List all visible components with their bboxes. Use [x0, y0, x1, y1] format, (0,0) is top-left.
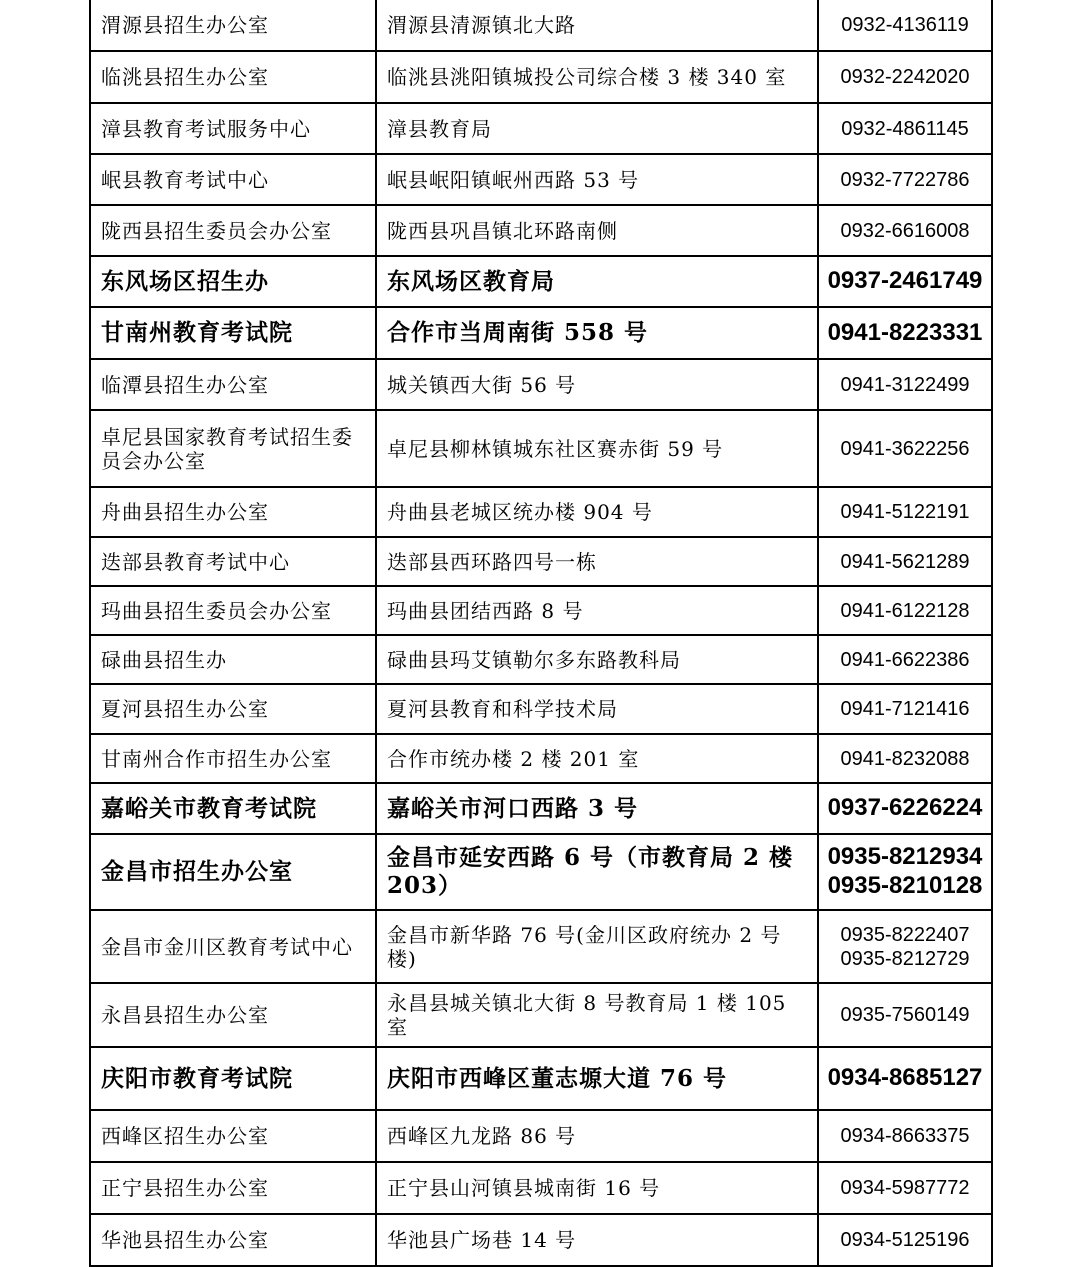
phone-cell — [818, 205, 992, 256]
office-name-cell: 永昌县招生办公室 — [90, 983, 376, 1047]
phone-cell — [818, 487, 992, 537]
address-cell: 合作市当周南街 558 号 — [376, 307, 818, 359]
address-cell: 陇西县巩昌镇北环路南侧 — [376, 205, 818, 256]
phone-cell — [818, 0, 992, 51]
address-cell: 庆阳市西峰区董志塬大道 76 号 — [376, 1047, 818, 1110]
phone-number: 0935-8212729 — [840, 947, 970, 970]
address-cell: 舟曲县老城区统办楼 904 号 — [376, 487, 818, 537]
phone-number: 0934-5987772 — [840, 1177, 970, 1199]
office-name-cell: 华池县招生办公室 — [90, 1214, 376, 1266]
phone-number: 0932-7722786 — [840, 168, 970, 191]
table-row — [90, 834, 992, 910]
table-row — [90, 983, 992, 1047]
office-name-cell: 甘南州教育考试院 — [90, 307, 376, 359]
phone-number: 0937-2461749 — [827, 267, 983, 295]
office-name-cell: 碌曲县招生办 — [90, 635, 376, 684]
address-cell: 永昌县城关镇北大街 8 号教育局 1 楼 105 室 — [376, 983, 818, 1047]
office-name-cell: 陇西县招生委员会办公室 — [90, 205, 376, 256]
table-row — [90, 635, 992, 684]
address-cell: 碌曲县玛艾镇勒尔多东路教科局 — [376, 635, 818, 684]
phone-cell — [818, 1047, 992, 1110]
table-row — [90, 1214, 992, 1266]
office-name-cell: 庆阳市教育考试院 — [90, 1047, 376, 1110]
office-name-cell: 金昌市招生办公室 — [90, 834, 376, 910]
phone-number: 0935-8222407 — [840, 923, 970, 946]
office-name-cell: 岷县教育考试中心 — [90, 154, 376, 205]
phone-number: 0941-8223331 — [827, 318, 983, 346]
table-row — [90, 51, 992, 103]
address-cell: 西峰区九龙路 86 号 — [376, 1110, 818, 1162]
address-cell: 漳县教育局 — [376, 103, 818, 154]
phone-number: 0941-3622256 — [840, 437, 970, 460]
address-cell: 夏河县教育和科学技术局 — [376, 684, 818, 734]
table-row — [90, 1047, 992, 1110]
phone-number: 0935-8210128 — [827, 872, 983, 899]
table-row — [90, 256, 992, 307]
phone-number: 0935-7560149 — [840, 1004, 970, 1026]
address-cell: 卓尼县柳林镇城东社区赛赤街 59 号 — [376, 410, 818, 487]
phone-number: 0932-6616008 — [840, 219, 970, 242]
contact-table-body — [90, 0, 992, 1266]
phone-cell — [818, 734, 992, 783]
phone-number: 0932-4861145 — [841, 117, 969, 140]
phone-cell — [818, 1110, 992, 1162]
phone-cell — [818, 684, 992, 734]
address-cell: 东风场区教育局 — [376, 256, 818, 307]
phone-number: 0941-6622386 — [840, 648, 970, 671]
office-name-cell: 西峰区招生办公室 — [90, 1110, 376, 1162]
table-row — [90, 307, 992, 359]
address-cell: 城关镇西大街 56 号 — [376, 359, 818, 410]
office-name-cell: 正宁县招生办公室 — [90, 1162, 376, 1214]
phone-number: 0941-5122191 — [840, 501, 970, 523]
address-cell: 迭部县西环路四号一栋 — [376, 537, 818, 586]
phone-number: 0941-7121416 — [840, 698, 970, 720]
phone-number: 0934-5125196 — [840, 1229, 970, 1251]
phone-number: 0941-8232088 — [840, 747, 970, 770]
phone-cell — [818, 586, 992, 635]
address-cell: 合作市统办楼 2 楼 201 室 — [376, 734, 818, 783]
phone-cell — [818, 635, 992, 684]
office-name-cell: 金昌市金川区教育考试中心 — [90, 910, 376, 983]
address-cell: 渭源县清源镇北大路 — [376, 0, 818, 51]
office-name-cell: 嘉峪关市教育考试院 — [90, 783, 376, 834]
phone-number: 0941-3122499 — [840, 373, 970, 396]
phone-cell — [818, 783, 992, 834]
table-row — [90, 359, 992, 410]
table-row — [90, 783, 992, 834]
office-name-cell: 迭部县教育考试中心 — [90, 537, 376, 586]
office-name-cell: 东风场区招生办 — [90, 256, 376, 307]
address-cell: 华池县广场巷 14 号 — [376, 1214, 818, 1266]
table-row — [90, 103, 992, 154]
phone-number: 0934-8685127 — [827, 1064, 983, 1092]
address-cell: 金昌市延安西路 6 号（市教育局 2 楼 203） — [376, 834, 818, 910]
table-row — [90, 1110, 992, 1162]
phone-cell — [818, 910, 992, 983]
table-row — [90, 410, 992, 487]
phone-cell — [818, 103, 992, 154]
phone-cell — [818, 307, 992, 359]
address-cell: 玛曲县团结西路 8 号 — [376, 586, 818, 635]
phone-cell — [818, 154, 992, 205]
office-name-cell: 玛曲县招生委员会办公室 — [90, 586, 376, 635]
office-name-cell: 临洮县招生办公室 — [90, 51, 376, 103]
office-name-cell: 临潭县招生办公室 — [90, 359, 376, 410]
phone-cell — [818, 983, 992, 1047]
address-cell: 临洮县洮阳镇城投公司综合楼 3 楼 340 室 — [376, 51, 818, 103]
address-cell: 嘉峪关市河口西路 3 号 — [376, 783, 818, 834]
phone-cell — [818, 256, 992, 307]
office-name-cell: 渭源县招生办公室 — [90, 0, 376, 51]
address-cell: 岷县岷阳镇岷州西路 53 号 — [376, 154, 818, 205]
table-row — [90, 487, 992, 537]
office-name-cell: 夏河县招生办公室 — [90, 684, 376, 734]
phone-number: 0941-6122128 — [840, 599, 970, 622]
address-cell: 金昌市新华路 76 号(金川区政府统办 2 号楼) — [376, 910, 818, 983]
phone-cell — [818, 1214, 992, 1266]
table-row — [90, 734, 992, 783]
office-name-cell: 卓尼县国家教育考试招生委员会办公室 — [90, 410, 376, 487]
phone-number: 0937-6226224 — [827, 794, 983, 822]
contact-table — [89, 0, 993, 1267]
table-row — [90, 0, 992, 51]
office-name-cell: 漳县教育考试服务中心 — [90, 103, 376, 154]
office-name-cell: 甘南州合作市招生办公室 — [90, 734, 376, 783]
phone-cell — [818, 834, 992, 910]
address-cell: 正宁县山河镇县城南街 16 号 — [376, 1162, 818, 1214]
phone-cell — [818, 359, 992, 410]
phone-cell — [818, 1162, 992, 1214]
phone-cell — [818, 410, 992, 487]
phone-cell — [818, 51, 992, 103]
office-name-cell: 舟曲县招生办公室 — [90, 487, 376, 537]
phone-number: 0934-8663375 — [840, 1125, 970, 1147]
table-row — [90, 910, 992, 983]
phone-number: 0941-5621289 — [840, 550, 970, 573]
phone-cell — [818, 537, 992, 586]
table-row — [90, 1162, 992, 1214]
phone-number: 0935-8212934 — [827, 843, 983, 871]
phone-number: 0932-2242020 — [840, 66, 970, 88]
phone-number: 0932-4136119 — [841, 14, 969, 36]
table-row — [90, 154, 992, 205]
table-row — [90, 586, 992, 635]
table-row — [90, 684, 992, 734]
table-row — [90, 205, 992, 256]
table-row — [90, 537, 992, 586]
